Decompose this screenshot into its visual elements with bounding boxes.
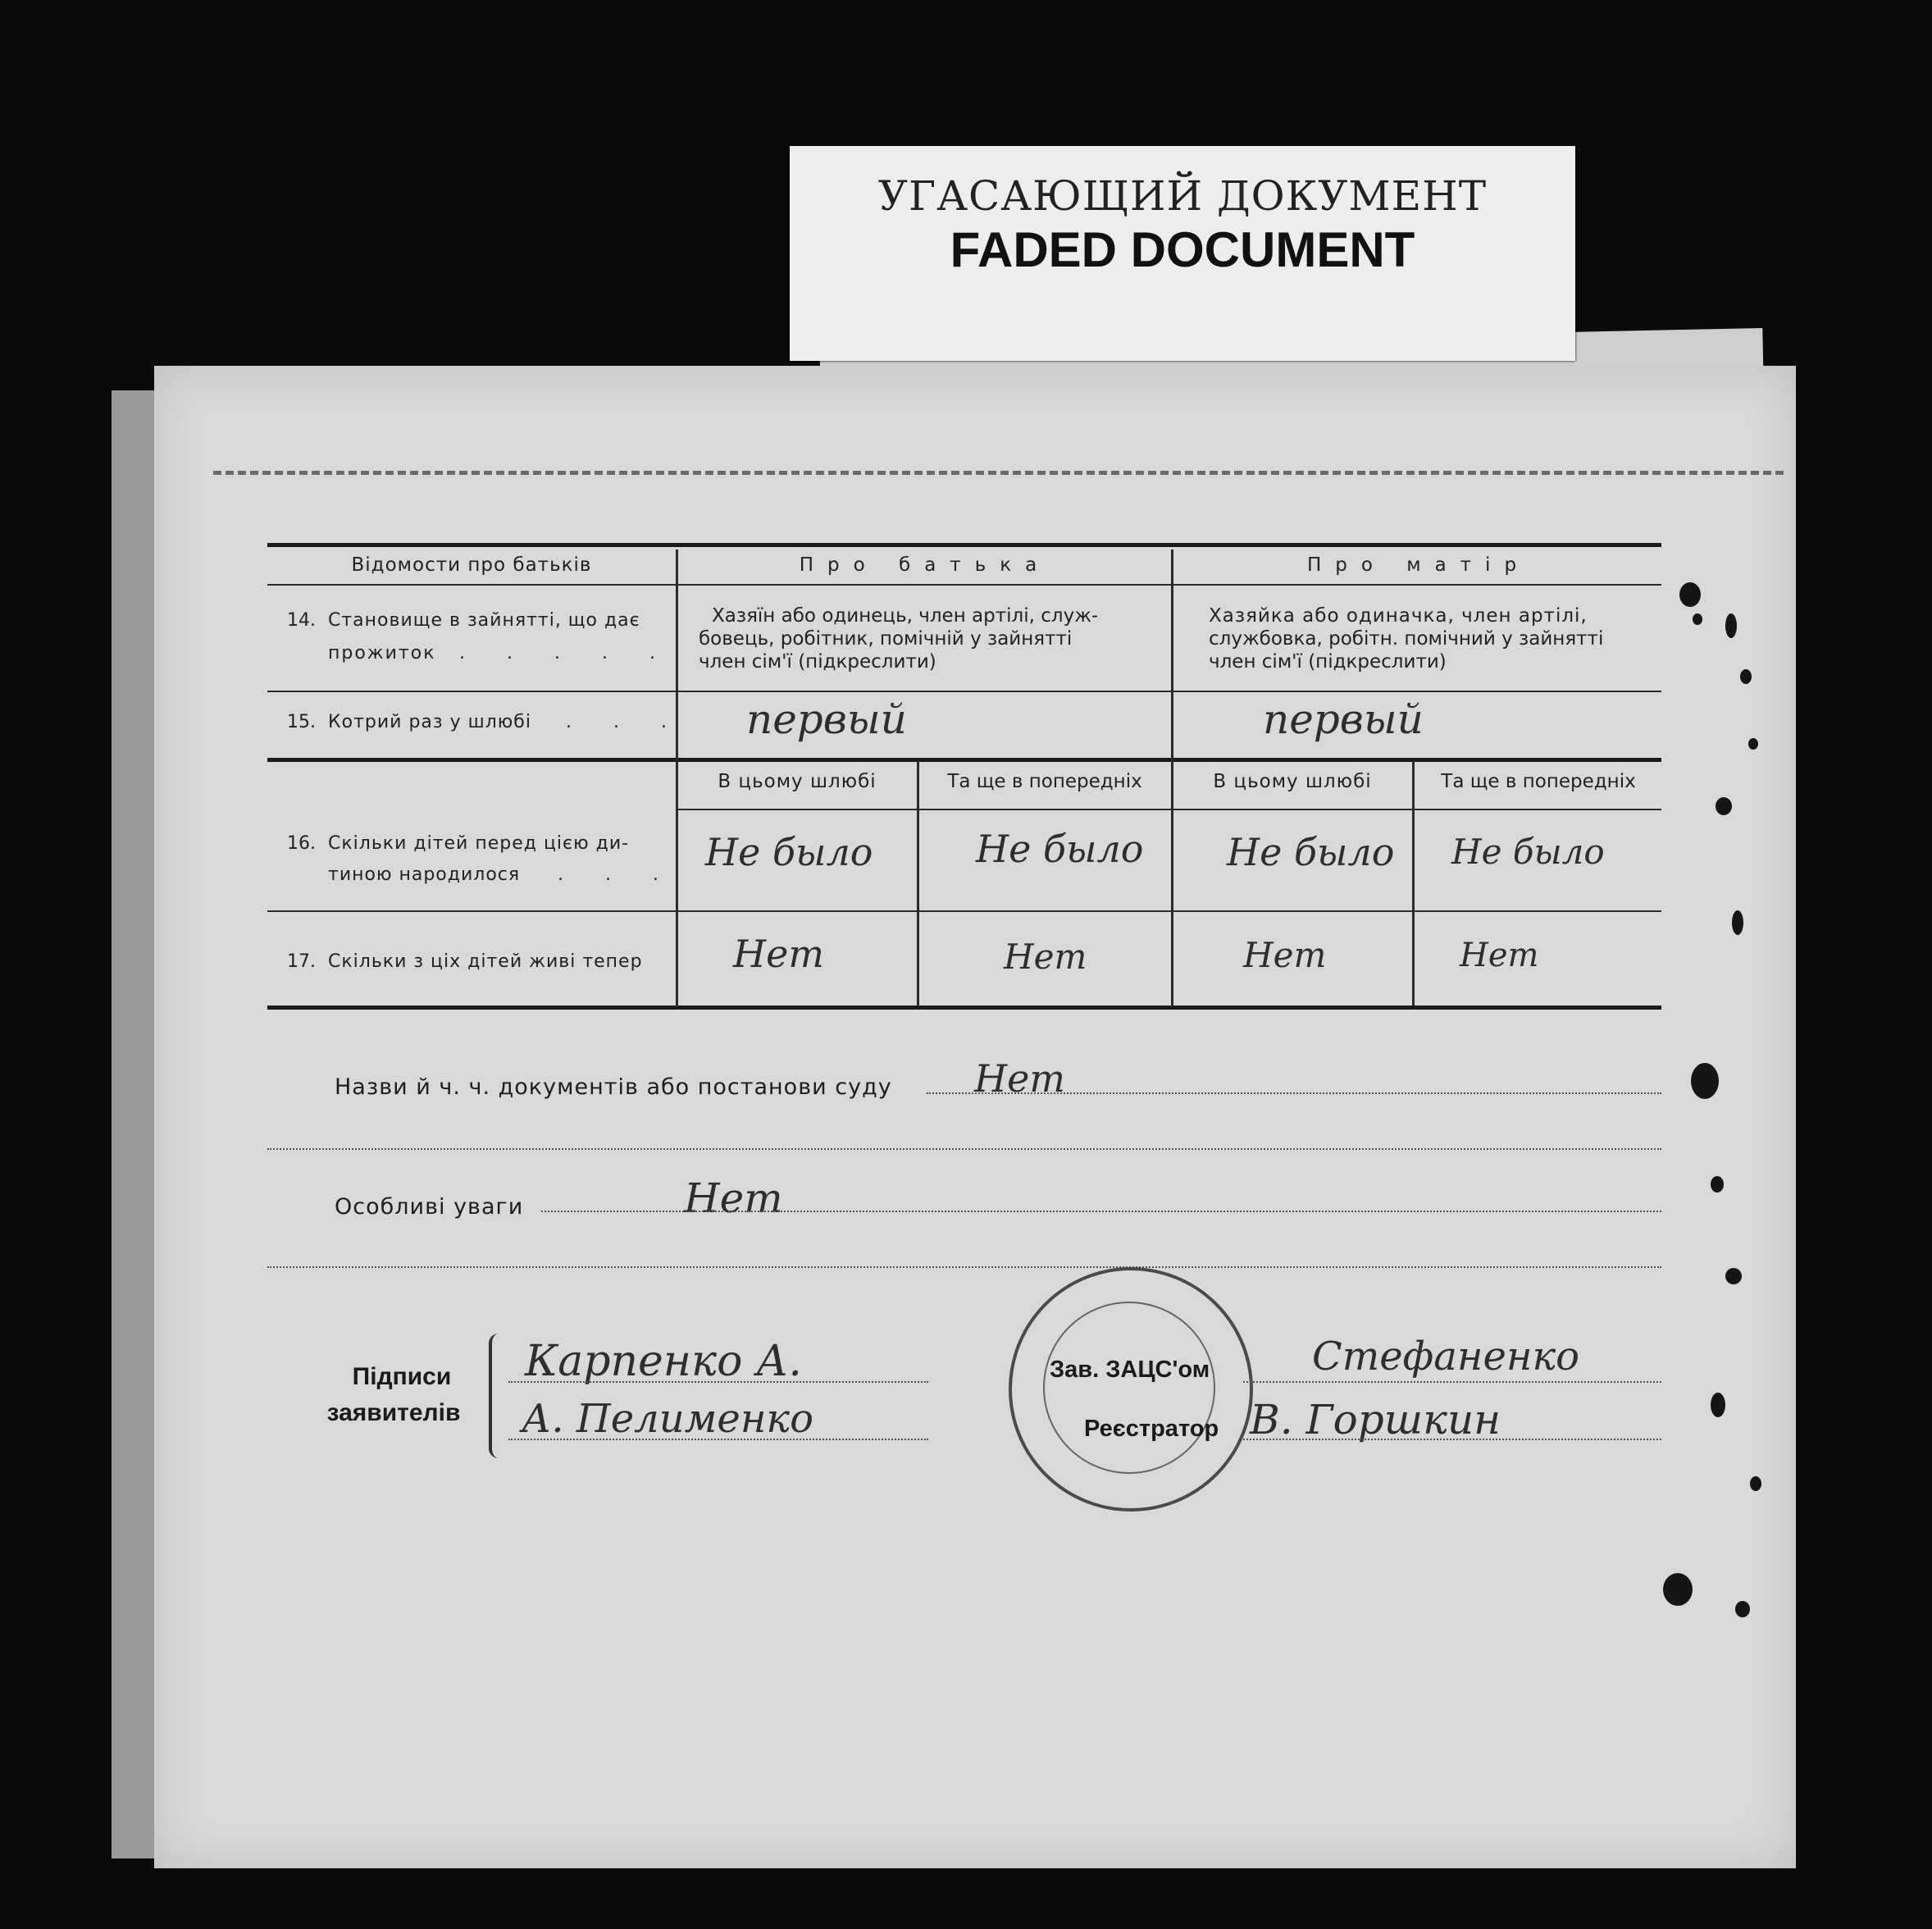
row15-label: Котрий раз у шлюбі [328, 712, 531, 732]
punch-hole [1716, 797, 1732, 815]
row15-father-value: первый [746, 695, 907, 743]
sub-divider-father [917, 761, 919, 1006]
row16-rule [267, 910, 1661, 912]
registrar-signature: В. Горшкин [1250, 1396, 1501, 1443]
header-parents-info: Відомости про батьків [351, 554, 592, 576]
applicants-brace [489, 1334, 505, 1458]
row17-label: Скільки з ціх дітей живі тепер [328, 951, 643, 972]
col-divider-1 [676, 550, 678, 1007]
row15-number: 15. [287, 712, 316, 732]
row14-mother-line2: службовка, робітн. помічний у зайнятті [1209, 628, 1604, 650]
row16-leader-dots: . . . [558, 864, 677, 885]
documents-dotline-2 [267, 1148, 1661, 1150]
applicant1-signature: Карпенко А. [525, 1337, 802, 1386]
row16-label-line2: тиною народилося [328, 864, 521, 885]
subheader-rule [676, 809, 1661, 810]
remarks-dotline [541, 1211, 1661, 1212]
punch-hole [1750, 1476, 1761, 1491]
punch-hole [1732, 910, 1743, 935]
punch-hole [1735, 1601, 1750, 1617]
subheader-mother-prev: Та ще в попередніх [1441, 771, 1636, 792]
registrar-line [1243, 1439, 1661, 1440]
subheader-mother-this: В цьому шлюбі [1213, 771, 1372, 792]
header-rule [267, 584, 1661, 586]
applicant2-line [508, 1439, 928, 1440]
head-zags-label: Зав. ЗАЦС'ом [1050, 1357, 1210, 1383]
label-russian: УГАСАЮЩИЙ ДОКУМЕНТ [877, 172, 1488, 220]
punch-hole [1725, 1268, 1742, 1284]
row16-label-line1: Скільки дітей перед цією ди- [328, 833, 630, 854]
documents-label: Назви й ч. ч. документів або постанови суду [335, 1074, 892, 1100]
label-english: FADED DOCUMENT [950, 222, 1415, 277]
faded-document-label [790, 146, 1575, 361]
documents-value: Нет [974, 1056, 1065, 1101]
row14-father-line3: член сім'ї (підкреслити) [699, 651, 936, 673]
row16-number: 16. [287, 833, 316, 854]
row14-label-line2: прожиток [328, 643, 436, 664]
row17-father-this: Нет [733, 932, 824, 976]
applicant2-signature: А. Пелименко [522, 1396, 813, 1442]
row16-mother-this: Не было [1227, 830, 1395, 874]
registrar-label: Реєстратор [1084, 1416, 1219, 1442]
sub-divider-mother [1412, 761, 1415, 1006]
page-edge [112, 390, 161, 1858]
row17-mother-this: Нет [1243, 935, 1327, 975]
row16-father-this: Не было [705, 830, 873, 874]
punch-hole [1711, 1393, 1725, 1417]
row16-father-prev: Не было [976, 827, 1144, 871]
punch-hole [1693, 613, 1702, 625]
remarks-dotline-2 [267, 1266, 1661, 1268]
punch-hole [1691, 1063, 1719, 1099]
row17-mother-prev: Нет [1460, 937, 1539, 974]
table-bottom-rule [267, 1006, 1661, 1010]
row14-mother-line1: Хазяйка або одиначка, член артілі, [1209, 605, 1588, 627]
punch-hole [1748, 738, 1758, 750]
row15-rule [267, 758, 1661, 762]
applicants-label-line1: Підписи [352, 1363, 452, 1390]
row14-number: 14. [287, 610, 316, 631]
row14-rule [267, 691, 1661, 692]
table-top-rule [267, 543, 1661, 547]
applicant1-line [508, 1381, 928, 1383]
row17-number: 17. [287, 951, 316, 972]
perforation-line [213, 471, 1784, 475]
row14-father-line2: бовець, робітник, помічній у зайнятті [699, 628, 1073, 650]
row17-father-prev: Нет [1004, 937, 1087, 977]
punch-hole [1711, 1176, 1724, 1193]
punch-hole [1679, 582, 1701, 607]
applicants-label-line2: заявителів [326, 1399, 461, 1426]
col-divider-2 [1171, 550, 1173, 1007]
row14-leader-dots: . . . . . [459, 643, 673, 664]
row15-leader-dots: . . . [566, 712, 685, 732]
punch-hole [1663, 1573, 1693, 1606]
punch-hole [1740, 669, 1752, 684]
header-about-mother: Про матір [1306, 554, 1531, 576]
punch-hole [1725, 613, 1737, 638]
official-stamp-inner [1043, 1302, 1215, 1474]
head-line [1243, 1381, 1661, 1383]
document-page [154, 366, 1796, 1868]
header-about-father: Про батька [799, 554, 1051, 576]
documents-dotline [927, 1092, 1661, 1094]
row16-mother-prev: Не было [1451, 832, 1605, 872]
remarks-value: Нет [684, 1174, 783, 1222]
row14-father-line1: Хазяїн або одинець, член артілі, служ- [712, 605, 1099, 627]
remarks-label: Особливі уваги [335, 1194, 524, 1220]
row15-mother-value: первый [1263, 695, 1424, 743]
head-signature: Стефаненко [1312, 1334, 1580, 1379]
row14-label-line1: Становище в зайнятті, що дає [328, 610, 640, 631]
row14-mother-line3: член сім'ї (підкреслити) [1209, 651, 1447, 673]
subheader-father-this: В цьому шлюбі [718, 771, 877, 792]
subheader-father-prev: Та ще в попередніх [947, 771, 1142, 792]
